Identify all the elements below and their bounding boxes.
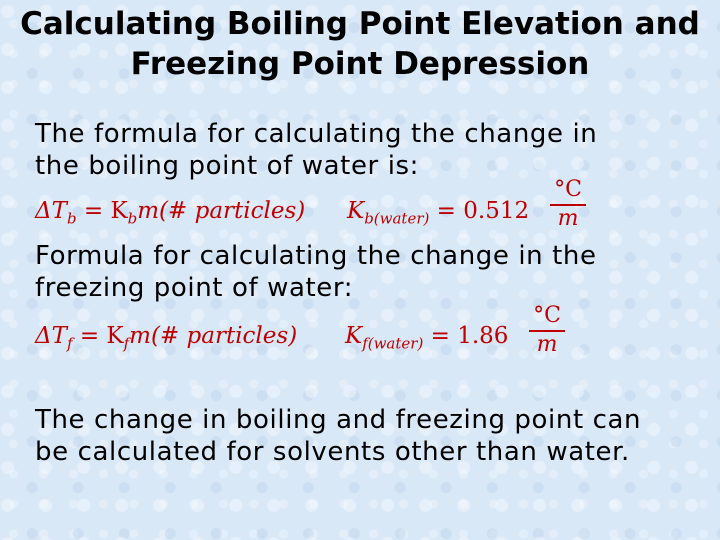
delta-tb-subscript: b (66, 209, 77, 228)
kb-unit-denominator: m (557, 205, 579, 231)
kb-water-equals: = (429, 198, 464, 224)
kb-water-subscript: b(water) (364, 209, 430, 228)
kf-equals: = K (72, 323, 124, 349)
kf-water-subscript: f(water) (362, 334, 424, 353)
kf-unit-numerator: °C (533, 303, 561, 328)
kb-water-constant (347, 198, 529, 228)
delta-tf-symbol: ΔT (35, 323, 67, 349)
boiling-intro-line-2: the boiling point of water is: (35, 151, 420, 181)
kb-equals: = K (76, 198, 128, 224)
boiling-point-formula (35, 198, 305, 228)
delta-tf-subscript: f (66, 334, 73, 353)
closing-text (35, 404, 705, 468)
kf-water-value: 1.86 (457, 323, 509, 349)
kf-unit-denominator: m (536, 331, 558, 357)
kb-unit-fraction (548, 177, 588, 231)
molality-particles-term-freezing: m(# particles) (129, 323, 298, 349)
kb-water-value: 0.512 (463, 198, 530, 224)
freezing-intro-text (35, 240, 705, 304)
kb-subscript: b (127, 209, 138, 228)
kf-subscript: f (123, 334, 130, 353)
kb-water-symbol: K (347, 198, 365, 224)
molality-particles-term: m(# particles) (137, 198, 306, 224)
kf-water-constant (345, 323, 508, 353)
kb-unit-numerator: °C (554, 177, 582, 202)
kf-unit-fraction (527, 303, 567, 357)
kf-water-symbol: K (345, 323, 363, 349)
freezing-intro-line-2: freezing point of water: (35, 273, 354, 303)
freezing-point-formula (35, 323, 297, 353)
kf-water-equals: = (423, 323, 458, 349)
slide-title (0, 4, 720, 84)
closing-line-1: The change in boiling and freezing point can (35, 405, 642, 435)
closing-line-2: be calculated for solvents other than water. (35, 437, 630, 467)
boiling-intro-text (35, 118, 705, 182)
slide-title-line-1: Calculating Boiling Point Elevation and (20, 6, 700, 42)
boiling-intro-line-1: The formula for calculating the change in (35, 119, 598, 149)
delta-tb-symbol: ΔT (35, 198, 67, 224)
slide-title-line-2: Freezing Point Depression (130, 46, 590, 82)
freezing-intro-line-1: Formula for calculating the change in the (35, 241, 597, 271)
